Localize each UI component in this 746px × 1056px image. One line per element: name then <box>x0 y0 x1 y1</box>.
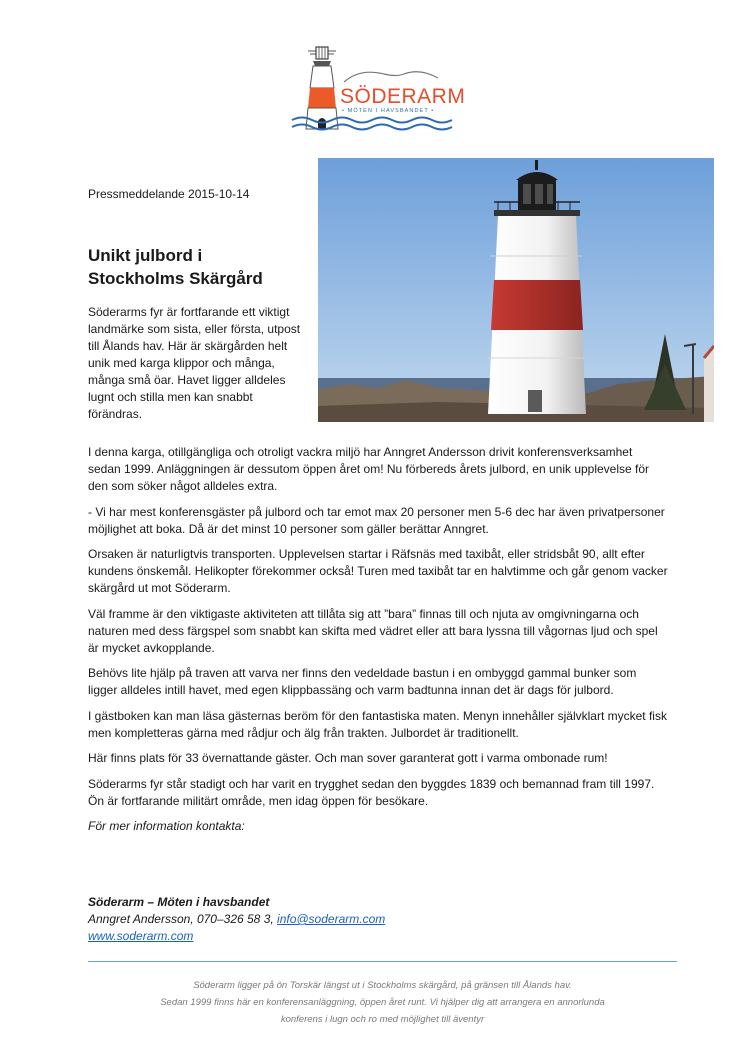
page-title <box>88 244 263 290</box>
body-paragraph: I gästboken kan man läsa gästernas beröm för den fantastiska maten. Menyn innehåller självklart mycket fisk men kompletteras gärna med rådjur och älg från trakten. Julbordet är traditionellt. <box>88 708 667 740</box>
logo-tagline: • MÖTEN I HAVSBANDET • <box>342 108 435 114</box>
intro-paragraph: Söderarms fyr är fortfarande ett viktigt landmärke som sista, eller första, utpost till Ålands hav. Här är skärgården helt unik med karga klippor och många, många små öar. Havet ligger alldeles lugnt och stilla men kan snabbt förändras. <box>88 305 301 421</box>
website-link[interactable]: www.soderarm.com <box>88 929 194 943</box>
press-release-date: Pressmeddelande 2015-10-14 <box>88 187 250 201</box>
body-paragraph: I denna karga, otillgängliga och otroligt vackra miljö har Anngret Andersson drivit konferensverksamhet sedan 1999. Anläggningen är dessutom öppen året om! Nu förbereds årets julbord, en unik upplevelse för den som söker något alldeles extra. <box>88 445 650 493</box>
email-link[interactable]: info@soderarm.com <box>277 912 386 926</box>
footer-divider <box>88 961 677 962</box>
footer-line-3: konferens i lugn och ro med möjlighet till äventyr <box>280 1014 485 1025</box>
logo-wordmark: SÖDERARM <box>340 85 466 108</box>
lighthouse-photo <box>318 158 714 422</box>
body-paragraph: Här finns plats för 33 övernattande gäster. Och man sover garanterat gott i varma ombonade rum! <box>88 751 608 765</box>
body-paragraph: Behövs lite hjälp på traven att varva ner finns den vedeldade bastun i en ombyggd gammal bunker som ligger alldeles intill havet, med egen klippbassäng och varm badtunna innan det är dags för julbord. <box>88 666 637 697</box>
footer-line-1: Söderarm ligger på ön Torskär längst ut i Stockholms skärgård, på gränsen till Ålands hav. <box>193 980 572 991</box>
body-paragraph: Väl framme är den viktigaste aktiviteten att tillåta sig att ”bara” finnas till och njuta av omgivningarna och naturen med dess färgspel som snabbt kan skifta med vädret eller att bara lyssna till vågornas ljud och spel är mycket avkopplande. <box>88 606 658 655</box>
contact-person: Anngret Andersson, 070–326 58 3, <box>88 912 278 926</box>
footer-text <box>88 977 677 1028</box>
footer-line-2: Sedan 1999 finns här en konferensanläggning, öppen året runt. Vi hjälper dig att arrangera en annorlunda <box>160 997 605 1008</box>
body-paragraph: Orsaken är naturligtvis transporten. Upplevelsen startar i Räfsnäs med taxibåt, eller stridsbåt 90, allt efter kundens önskemål. Helikopter förekommer också! Turen med taxibåt tar en halvtimme och går genom vacker skärgård ut mot Söderarm. <box>88 547 668 595</box>
contact-organization: Söderarm – Möten i havsbandet <box>88 895 270 909</box>
soderarm-logo <box>288 44 466 136</box>
contact-block <box>88 894 385 945</box>
contact-heading: För mer information kontakta: <box>88 819 245 833</box>
body-paragraph: - Vi har mest konferensgäster på julbord och tar emot max 20 personer men 5-6 dec har även privatpersoner möjlighet att boka. Då är det minst 10 personer som gäller berättar Anngret. <box>88 504 665 536</box>
body-paragraph: Söderarms fyr står stadigt och har varit en trygghet sedan den byggdes 1839 och bemannad fram till 1997. Ön är fortfarande militärt område, men idag öppen för besökare. <box>88 776 655 808</box>
title-line-1: Unikt julbord i <box>88 246 203 265</box>
title-line-2: Stockholms Skärgård <box>88 269 263 288</box>
contact-person-line <box>88 911 385 928</box>
article-body <box>88 444 668 844</box>
